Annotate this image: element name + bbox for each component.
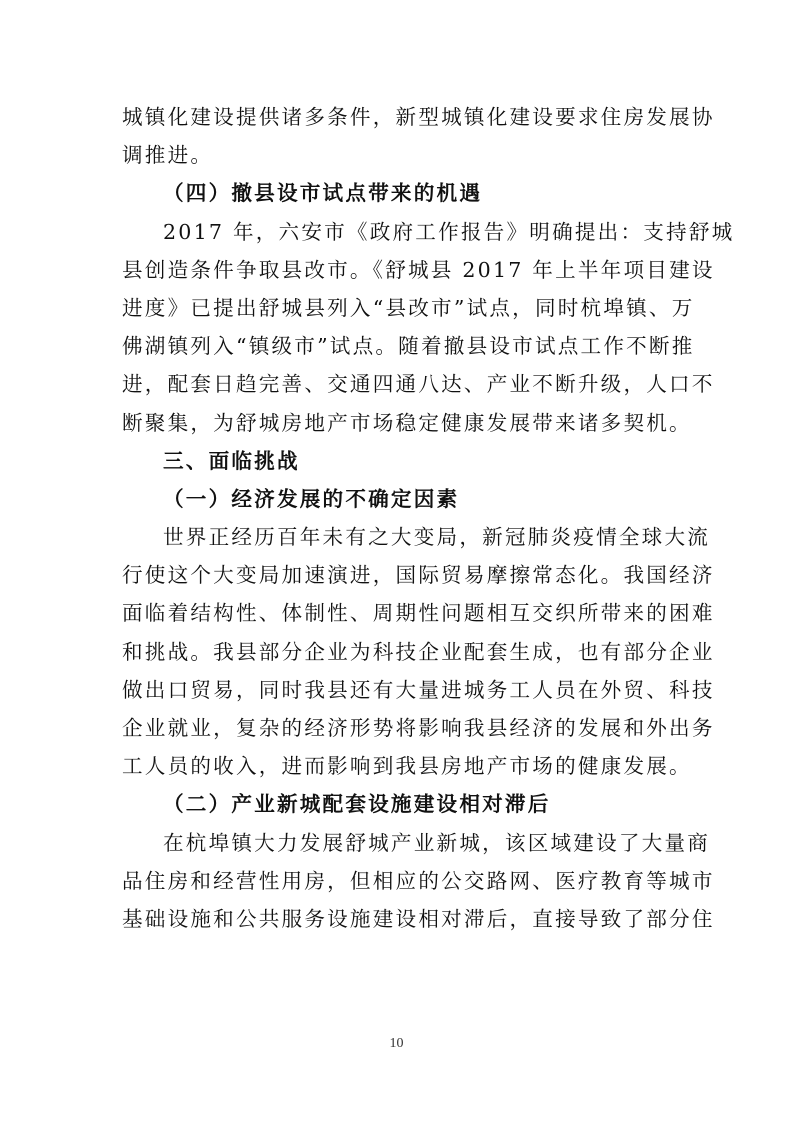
body-text bbox=[122, 98, 735, 938]
text-line: 和挑战。我县部分企业为科技企业配套生成，也有部分企业 bbox=[122, 639, 715, 664]
text-line: 行使这个大变局加速演进，国际贸易摩擦常态化。我国经济 bbox=[122, 563, 715, 588]
text-line: 做出口贸易，同时我县还有大量进城务工人员在外贸、科技 bbox=[122, 677, 715, 702]
page-number: 10 bbox=[389, 1036, 404, 1051]
section-heading: （四）撤县设市试点带来的机遇 bbox=[163, 181, 483, 206]
text-line: 世界正经历百年未有之大变局，新冠肺炎疫情全球大流 bbox=[163, 525, 711, 550]
text-line: 面临着结构性、体制性、周期性问题相互交织所带来的困难 bbox=[122, 601, 715, 626]
text-line: 品住房和经营性用房，但相应的公交路网、医疗教育等城市 bbox=[122, 868, 715, 893]
section-heading: （二）产业新城配套设施建设相对滞后 bbox=[163, 792, 551, 817]
text-line: 在杭埠镇大力发展舒城产业新城，该区域建设了大量商 bbox=[163, 830, 711, 855]
section-heading: （一）经济发展的不确定因素 bbox=[163, 486, 460, 511]
text-line: 企业就业，复杂的经济形势将影响我县经济的发展和外出务 bbox=[122, 716, 715, 740]
text-line: 县创造条件争取县改市。《舒城县 2017 年上半年项目建设 bbox=[122, 257, 715, 282]
text-line: 基础设施和公共服务设施建设相对滞后，直接导致了部分住 bbox=[122, 906, 715, 931]
text-line: 佛湖镇列入“镇级市”试点。随着撤县设市试点工作不断推 bbox=[122, 334, 695, 359]
text-line: 调推进。 bbox=[122, 143, 214, 168]
text-line: 城镇化建设提供诸多条件，新型城镇化建设要求住房发展协 bbox=[122, 105, 715, 129]
section-heading: 三、面临挑战 bbox=[163, 448, 300, 473]
text-line: 工人员的收入，进而影响到我县房地产市场的健康发展。 bbox=[122, 754, 692, 779]
text-line: 进，配套日趋完善、交通四通八达、产业不断升级，人口不 bbox=[122, 372, 715, 397]
text-line: 断聚集，为舒城房地产市场稳定健康发展带来诸多契机。 bbox=[122, 410, 692, 435]
text-line: 进度》已提出舒城县列入“县改市”试点，同时杭埠镇、万 bbox=[122, 295, 695, 320]
text-line: 2017 年，六安市《政府工作报告》明确提出：支持舒城 bbox=[163, 219, 735, 244]
